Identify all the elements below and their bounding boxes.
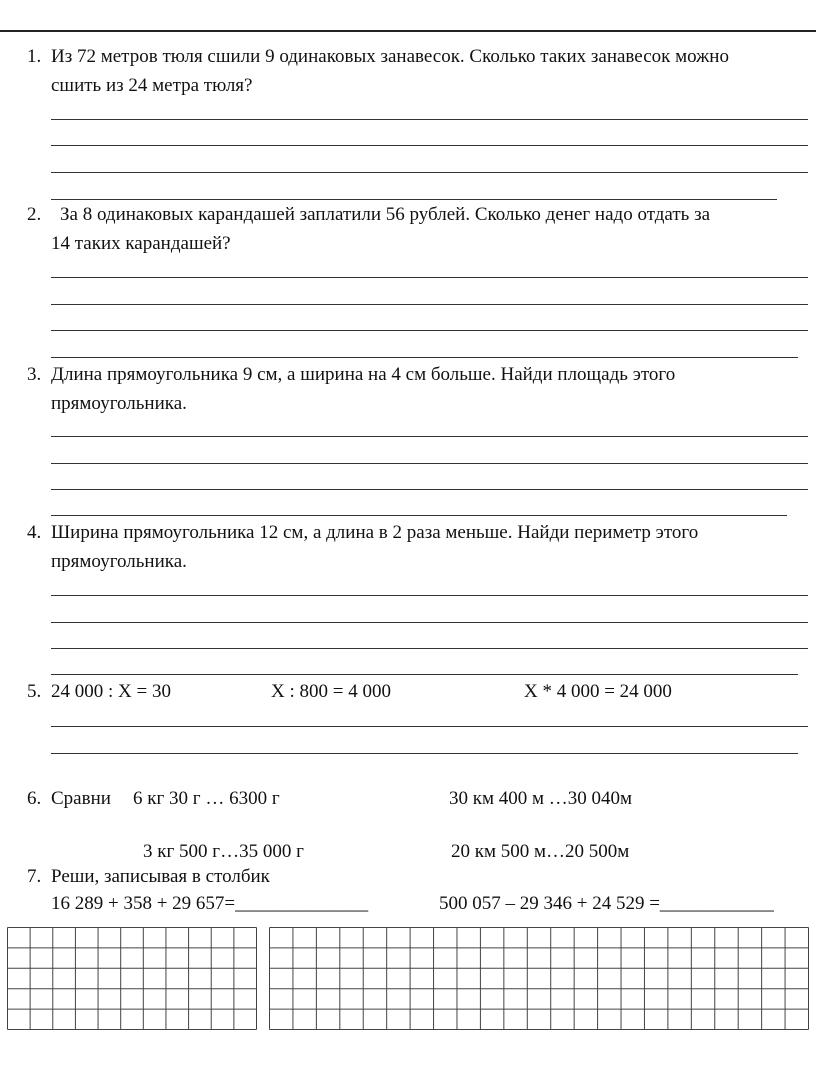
task-3-text-line2: прямоугольника.: [51, 393, 187, 414]
task-5-equation-2: Х : 800 = 4 000: [271, 681, 391, 702]
answer-line: [51, 119, 808, 120]
task-7-expression-2: 500 057 – 29 346 + 24 529 =____________: [439, 893, 774, 914]
task-4-number: 4.: [27, 522, 42, 543]
answer-line: [51, 357, 798, 358]
answer-line: [51, 489, 808, 490]
task-7-number: 7.: [27, 866, 42, 887]
task-7-expression-1: 16 289 + 358 + 29 657=______________: [51, 893, 369, 914]
task-1-text-line1: Из 72 метров тюля сшили 9 одинаковых занавесок. Сколько таких занавесок можно: [51, 46, 729, 67]
task-6-compare-1: 6 кг 30 г … 6300 г: [133, 788, 280, 809]
task-2-text-line2: 14 таких карандашей?: [51, 233, 231, 254]
answer-line: [51, 436, 808, 437]
task-4-text-line1: Ширина прямоугольника 12 см, а длина в 2 раза меньше. Найди периметр этого: [51, 522, 699, 543]
answer-line: [51, 463, 808, 464]
answer-line: [51, 674, 798, 675]
top-rule: [0, 30, 816, 32]
task-5-equation-1: 24 000 : Х = 30: [51, 681, 171, 702]
answer-line: [51, 595, 808, 596]
answer-line: [51, 304, 808, 305]
task-1-number: 1.: [27, 46, 42, 67]
answer-line: [51, 753, 798, 754]
task-6-number: 6.: [27, 788, 42, 809]
task-3-text-line1: Длина прямоугольника 9 см, а ширина на 4 см больше. Найди площадь этого: [51, 364, 676, 385]
answer-line: [51, 199, 777, 200]
task-6-compare-2: 30 км 400 м …30 040м: [449, 788, 633, 809]
task-1-text-line2: сшить из 24 метра тюля?: [51, 75, 253, 96]
answer-line: [51, 172, 808, 173]
answer-line: [51, 622, 808, 623]
answer-line: [51, 648, 808, 649]
task-4-text-line2: прямоугольника.: [51, 551, 187, 572]
task-7-label: Реши, записывая в столбик: [51, 866, 270, 887]
task-2-text-line1: За 8 одинаковых карандашей заплатили 56 рублей. Сколько денег надо отдать за: [60, 204, 711, 225]
task-3-number: 3.: [27, 364, 42, 385]
answer-line: [51, 330, 808, 331]
answer-line: [51, 726, 808, 727]
calculation-grid-right: [269, 927, 809, 1030]
answer-line: [51, 145, 808, 146]
task-6-compare-3: 3 кг 500 г…35 000 г: [143, 841, 304, 862]
task-5-equation-3: Х * 4 000 = 24 000: [524, 681, 672, 702]
task-5-number: 5.: [27, 681, 42, 702]
task-6-label: Сравни: [51, 788, 111, 809]
task-2-number: 2.: [27, 204, 42, 225]
task-6-compare-4: 20 км 500 м…20 500м: [451, 841, 630, 862]
answer-line: [51, 515, 787, 516]
calculation-grid-left: [7, 927, 257, 1030]
answer-line: [51, 277, 808, 278]
